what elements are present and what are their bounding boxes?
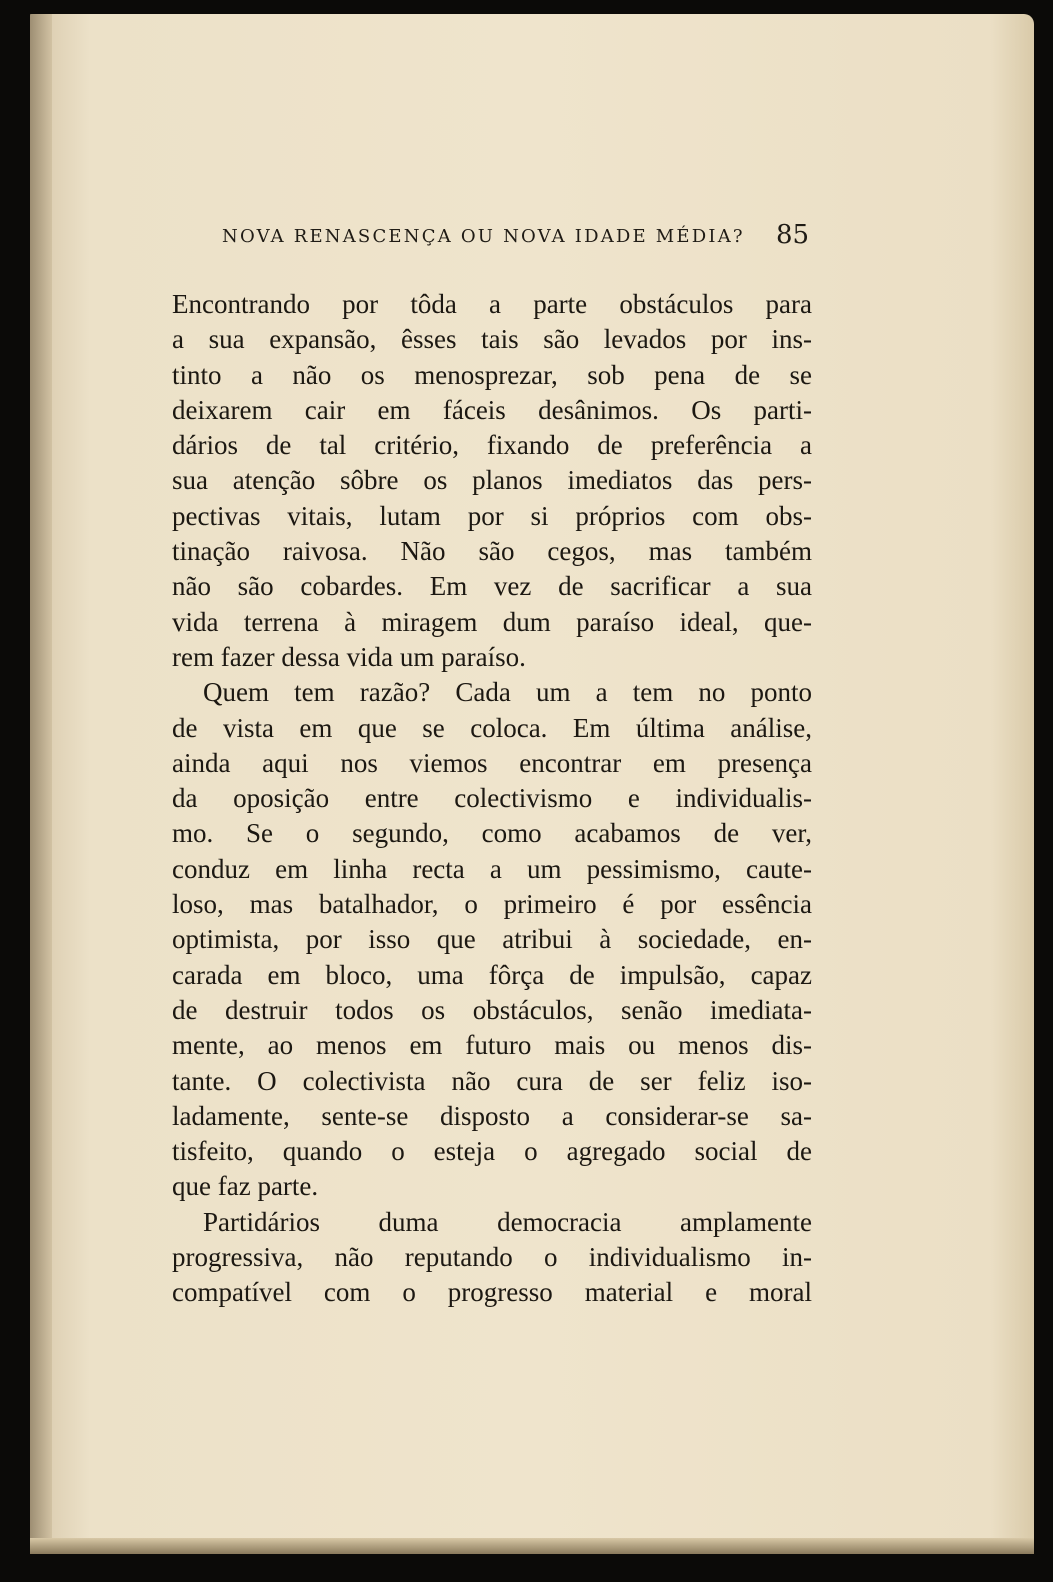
text-line: tinto a não os menosprezar, sob pena de se [172, 359, 812, 390]
text-line: de destruir todos os obstáculos, senão imediata- [172, 994, 812, 1025]
text-line: mo. Se o segundo, como acabamos de ver, [172, 818, 812, 849]
text-line: Partidários duma democracia amplamente [203, 1206, 812, 1237]
text-line: conduz em linha recta a um pessimismo, caute- [172, 853, 812, 884]
text-line: rem fazer dessa vida um paraíso. [172, 641, 526, 672]
text-line: sua atenção sôbre os planos imediatos das pers- [172, 465, 812, 496]
text-line: vida terrena à miragem dum paraíso ideal, que- [172, 606, 812, 637]
text-line: carada em bloco, uma fôrça de impulsão, capaz [172, 959, 812, 990]
text-line: a sua expansão, êsses tais são levados por ins- [172, 324, 812, 355]
text-line: ladamente, sente-se disposto a considerar-se sa- [172, 1100, 812, 1131]
text-line: loso, mas batalhador, o primeiro é por essência [172, 889, 812, 920]
text-line: tante. O colectivista não cura de ser feliz iso- [172, 1065, 812, 1096]
text-line: de vista em que se coloca. Em última análise, [172, 712, 812, 743]
text-line: pectivas vitais, lutam por si próprios com obs- [172, 500, 812, 531]
text-line: que faz parte. [172, 1171, 319, 1202]
text-line: dários de tal critério, fixando de preferência a [172, 430, 812, 461]
text-line: da oposição entre colectivismo e individualis- [172, 783, 812, 814]
text-line: ainda aqui nos viemos encontrar em presença [172, 747, 812, 778]
text-line: optimista, por isso que atribui à sociedade, en- [172, 924, 812, 955]
text-line: mente, ao menos em futuro mais ou menos dis- [172, 1030, 812, 1061]
text-line: Encontrando por tôda a parte obstáculos para [172, 289, 812, 319]
text-line: tisfeito, quando o esteja o agregado social de [172, 1136, 812, 1167]
text-line: progressiva, não reputando o individualismo in- [172, 1242, 812, 1273]
running-head [222, 220, 822, 260]
page-number: 85 [776, 220, 810, 250]
text-line: compatível com o progresso material e moral [172, 1277, 812, 1308]
text-line: não são cobardes. Em vez de sacrificar a sua [172, 571, 812, 602]
binding-gutter [30, 14, 52, 1554]
text-line: Quem tem razão? Cada um a tem no ponto [203, 677, 812, 708]
text-line: deixarem cair em fáceis desânimos. Os parti- [172, 394, 812, 425]
body-text [172, 287, 812, 1311]
page-bottom-edge [30, 1538, 1034, 1554]
text-line: tinação raivosa. Não são cegos, mas também [172, 536, 812, 567]
running-head-title: NOVA RENASCENÇA OU NOVA IDADE MÉDIA? [222, 226, 745, 247]
